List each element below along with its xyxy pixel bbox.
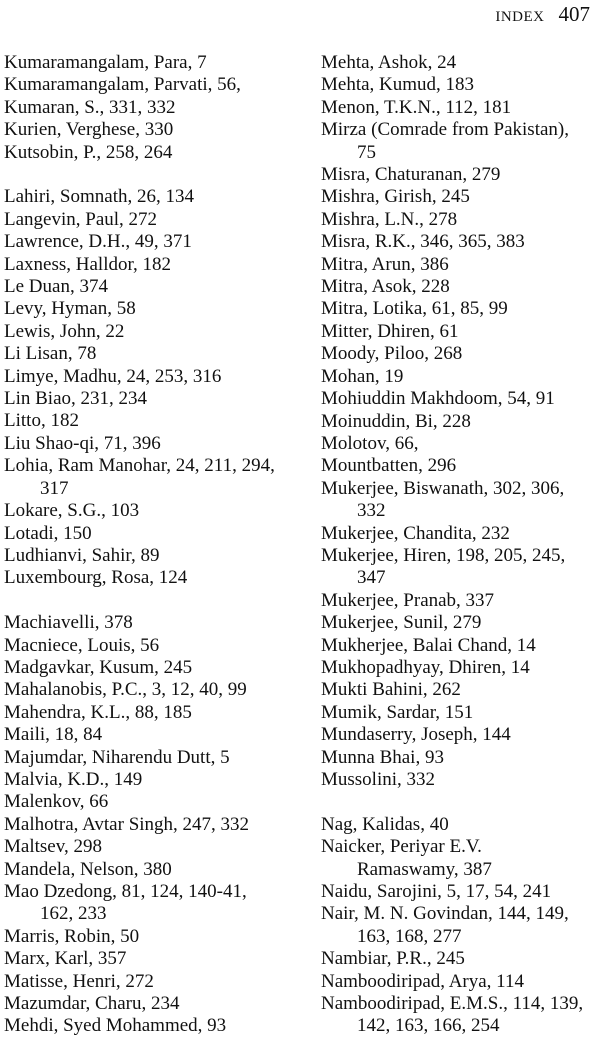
index-entry bbox=[321, 523, 599, 545]
index-entry-text: Mumik, Sardar, 151 bbox=[321, 701, 474, 723]
index-entry bbox=[321, 97, 599, 119]
index-entry bbox=[321, 455, 599, 477]
index-entry-text: Nair, M. N. Govindan, 144, 149, bbox=[321, 903, 569, 925]
index-entry bbox=[4, 612, 304, 634]
index-entry bbox=[321, 321, 599, 343]
index-entry bbox=[4, 500, 304, 522]
index-column-left bbox=[4, 52, 304, 1038]
index-entry-text: Langevin, Paul, 272 bbox=[4, 208, 158, 230]
index-entry-text: Laxness, Halldor, 182 bbox=[4, 253, 172, 275]
index-entry bbox=[4, 433, 304, 455]
index-entry bbox=[321, 298, 599, 320]
index-entry-text: Lotadi, 150 bbox=[4, 522, 92, 544]
index-entry-text: Kumaramangalam, Para, 7 bbox=[4, 52, 207, 73]
index-entry bbox=[321, 209, 599, 231]
index-entry-text: Moinuddin, Bi, 228 bbox=[321, 410, 471, 432]
index-entry-continuation: 317 bbox=[40, 477, 69, 499]
index-entry bbox=[321, 52, 599, 74]
index-entry-continuation: 75 bbox=[357, 141, 376, 163]
index-entry-text: Mahalanobis, P.C., 3, 12, 40, 99 bbox=[4, 679, 247, 701]
index-entry bbox=[321, 635, 599, 657]
index-entry-text: Mishra, Girish, 245 bbox=[321, 186, 470, 208]
index-entry bbox=[4, 791, 304, 813]
index-entry bbox=[4, 455, 304, 500]
index-entry-text: Mehta, Kumud, 183 bbox=[321, 74, 475, 96]
index-entry-text: Mukerjee, Biswanath, 302, 306, bbox=[321, 477, 565, 499]
index-entry-text: Mahendra, K.L., 88, 185 bbox=[4, 701, 192, 723]
index-entry-text: Mazumdar, Charu, 234 bbox=[4, 993, 180, 1015]
index-entry-text: Ludhianvi, Sahir, 89 bbox=[4, 544, 160, 566]
index-entry-text: Mandela, Nelson, 380 bbox=[4, 858, 172, 880]
index-entry bbox=[321, 433, 599, 455]
index-entry bbox=[4, 254, 304, 276]
index-entry bbox=[321, 724, 599, 746]
index-entry-text: Lawrence, D.H., 49, 371 bbox=[4, 231, 192, 253]
index-entry-text: Mukerjee, Sunil, 279 bbox=[321, 612, 482, 634]
index-entry-text: Limye, Madhu, 24, 253, 316 bbox=[4, 365, 222, 387]
index-entry-text: Lohia, Ram Manohar, 24, 211, 294, bbox=[4, 455, 275, 477]
index-entry-text: Namboodiripad, Arya, 114 bbox=[321, 970, 524, 992]
index-entry-text: Namboodiripad, E.M.S., 114, 139, bbox=[321, 993, 584, 1015]
index-entry-text: Matisse, Henri, 272 bbox=[4, 970, 154, 992]
index-entry bbox=[4, 388, 304, 410]
index-entry bbox=[4, 97, 304, 119]
letter-group-spacer bbox=[4, 164, 304, 186]
index-entry bbox=[321, 231, 599, 253]
index-entry bbox=[4, 186, 304, 208]
index-entry bbox=[4, 702, 304, 724]
index-entry bbox=[4, 679, 304, 701]
index-entry-continuation: 142, 163, 166, 254 bbox=[357, 1015, 500, 1037]
index-entry bbox=[4, 231, 304, 253]
index-entry-text: Litto, 182 bbox=[4, 410, 79, 432]
index-entry-text: Mao Dzedong, 81, 124, 140-41, bbox=[4, 881, 247, 902]
index-entry-text: Machiavelli, 378 bbox=[4, 612, 133, 634]
index-entry bbox=[321, 702, 599, 724]
index-entry-continuation: 162, 233 bbox=[40, 903, 107, 925]
index-entry-text: Naicker, Periyar E.V. bbox=[321, 836, 482, 858]
index-entry bbox=[321, 343, 599, 365]
index-entry bbox=[4, 567, 304, 589]
index-entry-text: Malvia, K.D., 149 bbox=[4, 768, 143, 790]
index-entry-text: Mukerjee, Chandita, 232 bbox=[321, 522, 510, 544]
index-entry-text: Mukti Bahini, 262 bbox=[321, 679, 461, 701]
index-entry-text: Liu Shao-qi, 71, 396 bbox=[4, 432, 161, 454]
index-entry-continuation: Ramaswamy, 387 bbox=[357, 858, 492, 880]
index-entry-text: Mishra, L.N., 278 bbox=[321, 208, 458, 230]
index-entry-text: Mussolini, 332 bbox=[321, 769, 436, 790]
index-entry-text: Macniece, Louis, 56 bbox=[4, 634, 160, 656]
index-entry bbox=[321, 411, 599, 433]
index-entry bbox=[321, 769, 599, 791]
index-entry-text: Naidu, Sarojini, 5, 17, 54, 241 bbox=[321, 881, 552, 903]
index-entry-text: Maltsev, 298 bbox=[4, 836, 102, 858]
index-entry bbox=[321, 747, 599, 769]
index-entry bbox=[321, 679, 599, 701]
index-entry bbox=[4, 1015, 304, 1037]
index-entry-text: Mohan, 19 bbox=[321, 365, 404, 387]
index-entry-text: Malhotra, Avtar Singh, 247, 332 bbox=[4, 813, 250, 835]
index-entry bbox=[4, 881, 304, 926]
index-entry bbox=[321, 814, 599, 836]
index-entry-text: Kumaran, S., 331, 332 bbox=[4, 96, 176, 118]
index-entry bbox=[4, 769, 304, 791]
index-entry bbox=[4, 321, 304, 343]
index-entry bbox=[321, 366, 599, 388]
index-entry-text: Marx, Karl, 357 bbox=[4, 948, 127, 970]
index-entry-text: Levy, Hyman, 58 bbox=[4, 298, 136, 320]
index-entry bbox=[321, 993, 599, 1038]
index-entry-text: Misra, R.K., 346, 365, 383 bbox=[321, 231, 525, 253]
index-entry-text: Mehdi, Syed Mohammed, 93 bbox=[4, 1015, 227, 1037]
index-entry-text: Mundaserry, Joseph, 144 bbox=[321, 724, 511, 746]
index-entry bbox=[4, 724, 304, 746]
index-entry-text: Mukerjee, Pranab, 337 bbox=[321, 589, 495, 611]
index-entry-text: Mukherjee, Balai Chand, 14 bbox=[321, 634, 536, 656]
index-entry bbox=[321, 881, 599, 903]
index-entry bbox=[4, 74, 304, 96]
index-entry bbox=[4, 276, 304, 298]
index-entry bbox=[4, 971, 304, 993]
index-entry bbox=[4, 926, 304, 948]
index-entry-text: Le Duan, 374 bbox=[4, 276, 108, 298]
index-entry-text: Majumdar, Niharendu Dutt, 5 bbox=[4, 746, 230, 768]
index-entry bbox=[321, 478, 599, 523]
index-entry-text: Kutsobin, P., 258, 264 bbox=[4, 141, 173, 163]
index-entry-text: Moody, Piloo, 268 bbox=[321, 343, 463, 365]
index-entry-text: Mitra, Arun, 386 bbox=[321, 253, 449, 275]
index-entry bbox=[4, 657, 304, 679]
index-entry-text: Mitra, Lotika, 61, 85, 99 bbox=[321, 298, 508, 320]
index-entry bbox=[4, 119, 304, 141]
index-entry bbox=[4, 814, 304, 836]
index-entry bbox=[321, 164, 599, 186]
index-entry-text: Misra, Chaturanan, 279 bbox=[321, 164, 501, 186]
index-entry bbox=[321, 545, 599, 590]
index-entry-continuation: 163, 168, 277 bbox=[357, 925, 462, 947]
header-label: INDEX bbox=[495, 9, 545, 25]
index-entry bbox=[4, 635, 304, 657]
index-entry-continuation: 347 bbox=[357, 567, 386, 589]
index-entry bbox=[4, 859, 304, 881]
index-entry bbox=[321, 276, 599, 298]
index-entry-text: Mitter, Dhiren, 61 bbox=[321, 320, 459, 342]
index-entry-text: Mohiuddin Makhdoom, 54, 91 bbox=[321, 388, 555, 410]
index-entry bbox=[321, 254, 599, 276]
index-entry bbox=[321, 388, 599, 410]
index-entry bbox=[4, 343, 304, 365]
index-entry-text: Kurien, Verghese, 330 bbox=[4, 119, 174, 141]
index-entry-text: Molotov, 66, bbox=[321, 432, 419, 454]
index-entry-text: Marris, Robin, 50 bbox=[4, 925, 140, 947]
index-entry bbox=[4, 410, 304, 432]
index-entry bbox=[4, 366, 304, 388]
index-entry bbox=[4, 545, 304, 567]
index-entry bbox=[321, 836, 599, 881]
index-entry bbox=[321, 612, 599, 634]
index-entry-text: Mirza (Comrade from Pakistan), bbox=[321, 119, 569, 141]
index-entry bbox=[4, 523, 304, 545]
index-entry-text: Lokare, S.G., 103 bbox=[4, 500, 140, 522]
index-entry-text: Nag, Kalidas, 40 bbox=[321, 813, 449, 835]
index-entry-text: Lin Biao, 231, 234 bbox=[4, 388, 148, 410]
index-entry-text: Mitra, Asok, 228 bbox=[321, 276, 450, 298]
running-head bbox=[495, 2, 590, 27]
index-entry bbox=[4, 836, 304, 858]
index-entry-text: Mountbatten, 296 bbox=[321, 455, 457, 477]
index-entry bbox=[321, 903, 599, 948]
index-entry-text: Nambiar, P.R., 245 bbox=[321, 948, 465, 970]
index-entry bbox=[4, 142, 304, 164]
index-entry-text: Mukerjee, Hiren, 198, 205, 245, bbox=[321, 544, 566, 566]
letter-group-spacer bbox=[4, 590, 304, 612]
index-entry bbox=[321, 590, 599, 612]
index-entry-text: Li Lisan, 78 bbox=[4, 343, 97, 365]
index-entry-text: Mukhopadhyay, Dhiren, 14 bbox=[321, 656, 530, 678]
page-number: 407 bbox=[558, 2, 590, 26]
index-entry-text: Maili, 18, 84 bbox=[4, 724, 103, 746]
index-entry-text: Mehta, Ashok, 24 bbox=[321, 52, 457, 73]
index-entry-text: Lewis, John, 22 bbox=[4, 320, 125, 342]
index-entry-text: Munna Bhai, 93 bbox=[321, 746, 444, 768]
index-entry bbox=[4, 993, 304, 1015]
index-entry-continuation: 332 bbox=[357, 500, 386, 522]
index-entry bbox=[4, 298, 304, 320]
index-entry-text: Kumaramangalam, Parvati, 56, bbox=[4, 74, 241, 96]
index-entry-text: Luxembourg, Rosa, 124 bbox=[4, 567, 188, 589]
index-entry bbox=[321, 971, 599, 993]
index-column-right bbox=[321, 52, 599, 1038]
index-entry-text: Menon, T.K.N., 112, 181 bbox=[321, 96, 512, 118]
index-entry bbox=[321, 74, 599, 96]
index-entry bbox=[4, 948, 304, 970]
index-entry bbox=[4, 209, 304, 231]
index-entry bbox=[321, 186, 599, 208]
index-entry bbox=[4, 52, 304, 74]
index-entry-text: Madgavkar, Kusum, 245 bbox=[4, 656, 193, 678]
letter-group-spacer bbox=[321, 791, 599, 813]
index-entry-text: Lahiri, Somnath, 26, 134 bbox=[4, 186, 194, 208]
index-entry-text: Malenkov, 66 bbox=[4, 791, 109, 813]
index-entry bbox=[321, 119, 599, 164]
index-entry bbox=[4, 747, 304, 769]
index-entry bbox=[321, 948, 599, 970]
index-entry bbox=[321, 657, 599, 679]
